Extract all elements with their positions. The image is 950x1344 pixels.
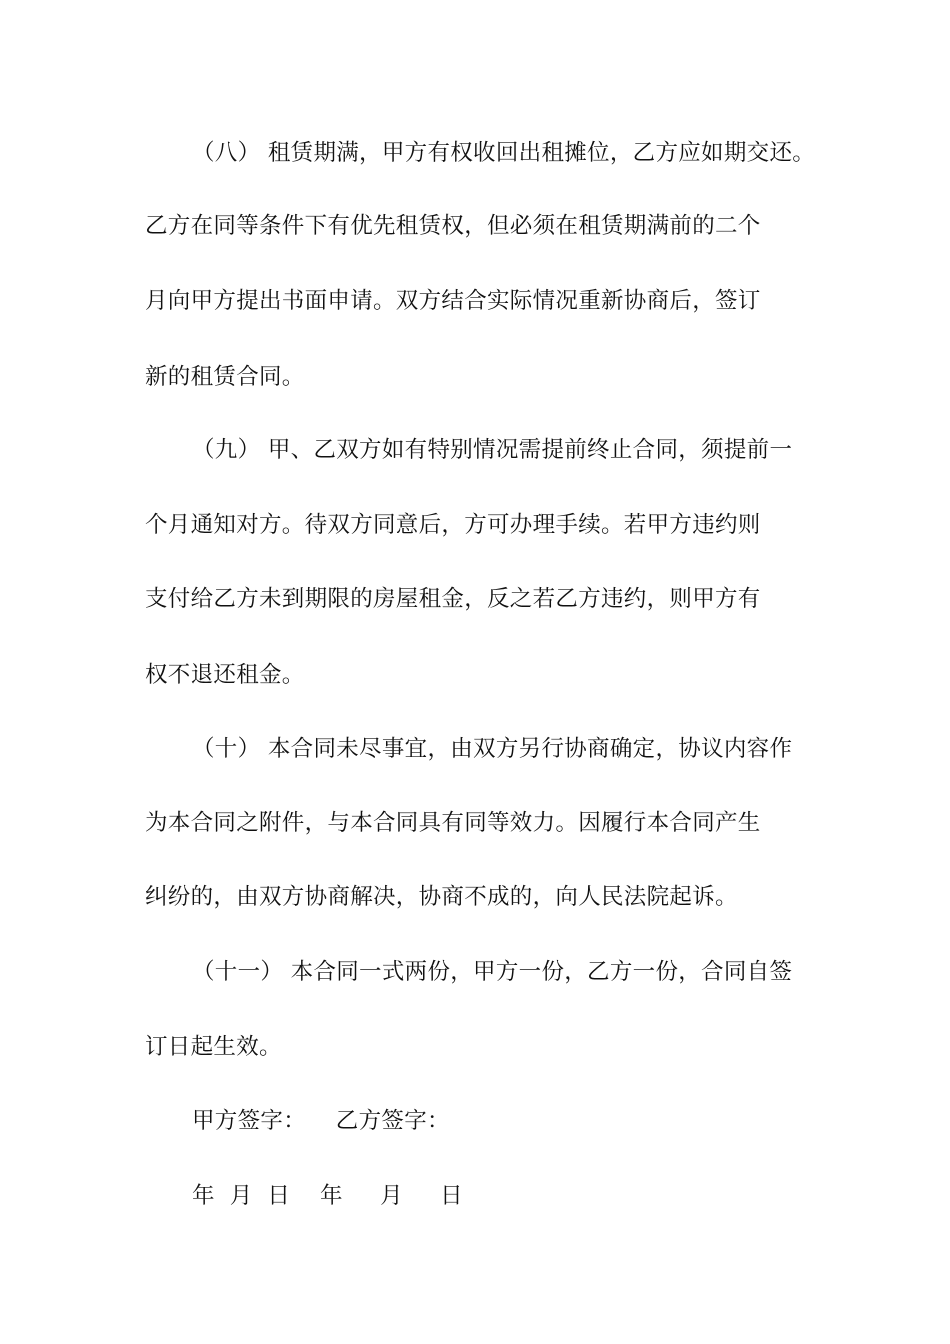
clause-10-line-2: 为本合同之附件，与本合同具有同等效力。因履行本合同产生 xyxy=(145,810,761,836)
date-line: 年 月 日 年 月 日 xyxy=(192,1183,463,1209)
clause-10-line-1: （十） 本合同未尽事宜，由双方另行协商确定，协议内容作 xyxy=(192,736,793,762)
signature-line: 甲方签字： 乙方签字： xyxy=(192,1108,450,1134)
clause-9-line-4: 权不退还租金。 xyxy=(145,662,305,688)
clause-10-line-3: 纠纷的，由双方协商解决，协商不成的，向人民法院起诉。 xyxy=(145,884,738,910)
clause-8-line-2: 乙方在同等条件下有优先租赁权，但必须在租赁期满前的二个 xyxy=(145,213,761,239)
clause-9-line-2: 个月通知对方。待双方同意后，方可办理手续。若甲方违约则 xyxy=(145,512,761,538)
clause-8-line-3: 月向甲方提出书面申请。双方结合实际情况重新协商后，签订 xyxy=(145,288,761,314)
clause-9-line-1: （九） 甲、乙双方如有特别情况需提前终止合同，须提前一 xyxy=(192,437,793,463)
clause-11-line-1: （十一） 本合同一式两份，甲方一份，乙方一份，合同自签 xyxy=(192,959,793,985)
clause-8-line-1: （八） 租赁期满，甲方有权收回出租摊位，乙方应如期交还。 xyxy=(192,140,816,166)
clause-9-line-3: 支付给乙方未到期限的房屋租金，反之若乙方违约，则甲方有 xyxy=(145,586,761,612)
clause-8-line-4: 新的租赁合同。 xyxy=(145,364,305,390)
clause-11-line-2: 订日起生效。 xyxy=(145,1034,282,1060)
